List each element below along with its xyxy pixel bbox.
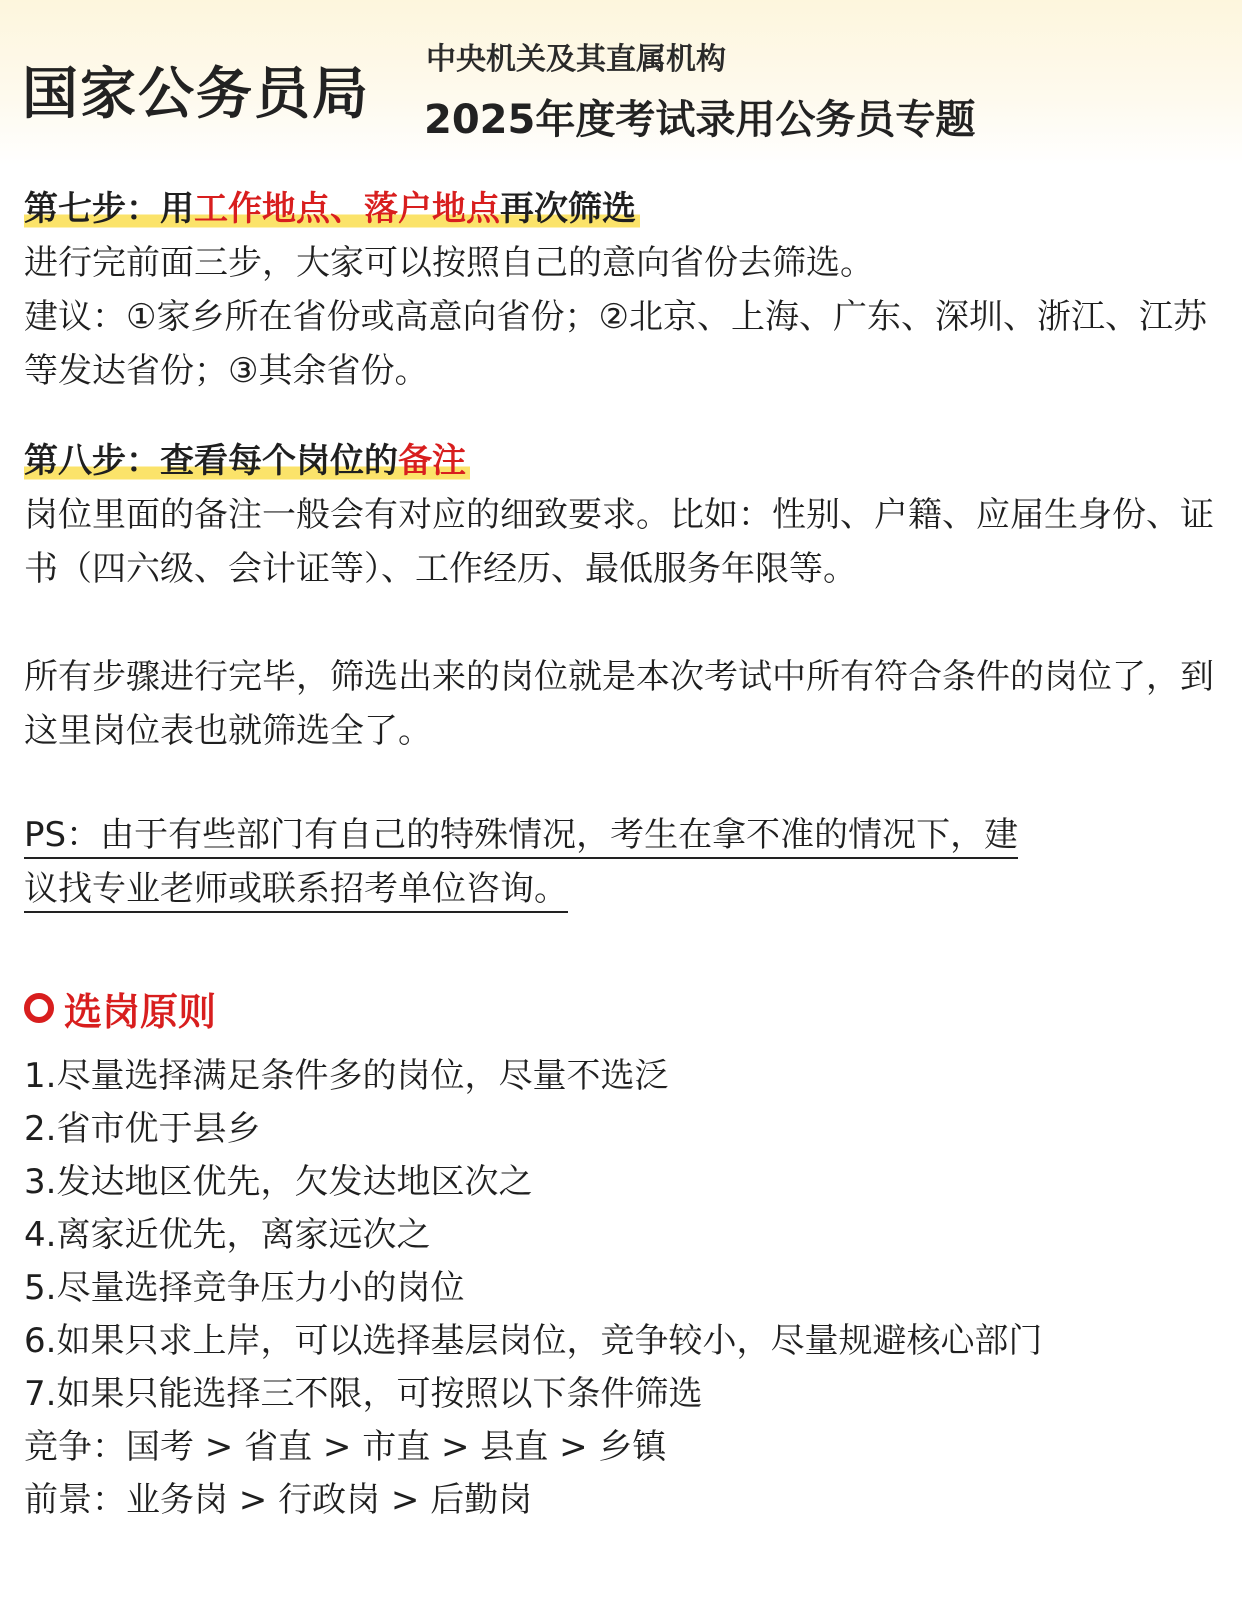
header-banner	[0, 0, 1242, 165]
header-subtitle-big: 2025年度考试录用公务员专题	[424, 97, 976, 143]
step7-line2: 建议：①家乡所在省份或高意向省份；②北京、上海、广东、深圳、浙江、江苏等发达省份；③其余省份。	[24, 297, 1207, 391]
step8-title-highlight: 备注	[398, 441, 466, 481]
list-item: 前景：业务岗 > 行政岗 > 后勤岗	[24, 1480, 533, 1520]
step7-title: 第七步：用工作地点、落户地点再次筛选	[24, 186, 640, 232]
summary-paragraph: 所有步骤进行完毕，筛选出来的岗位就是本次考试中所有符合条件的岗位了，到这里岗位表也就筛选全了。	[24, 657, 1214, 751]
list-item: 7.如果只能选择三不限，可按照以下条件筛选	[24, 1374, 703, 1414]
step7-title-highlight: 工作地点、落户地点	[194, 189, 500, 229]
list-item: 2.省市优于县乡	[24, 1109, 261, 1149]
ps-note	[24, 808, 1220, 916]
list-item: 竞争：国考 > 省直 > 市直 > 县直 > 乡镇	[24, 1427, 667, 1467]
principles-heading	[24, 980, 1220, 1036]
list-item: 4.离家近优先，离家远次之	[24, 1215, 431, 1255]
principles-title: 选岗原则	[64, 989, 217, 1034]
ps-line1: PS：由于有些部门有自己的特殊情况，考生在拿不准的情况下，建	[24, 815, 1018, 859]
list-item: 1.尽量选择满足条件多的岗位，尽量不选泛	[24, 1056, 669, 1096]
article-body	[24, 186, 1220, 1527]
list-item: 6.如果只求上岸，可以选择基层岗位，竞争较小，尽量规避核心部门	[24, 1321, 1043, 1361]
principles-list	[24, 1050, 1220, 1527]
org-name: 国家公务员局	[22, 62, 370, 127]
circle-icon	[24, 993, 54, 1023]
list-item: 3.发达地区优先，欠发达地区次之	[24, 1162, 533, 1202]
ps-line2: 议找专业老师或联系招考单位咨询。	[24, 869, 568, 913]
step8-title: 第八步：查看每个岗位的备注	[24, 438, 470, 484]
header-subtitle-small: 中央机关及其直属机构	[426, 42, 726, 77]
step7-line1: 进行完前面三步，大家可以按照自己的意向省份去筛选。	[24, 243, 874, 283]
step8-body: 岗位里面的备注一般会有对应的细致要求。比如：性别、户籍、应届生身份、证书（四六级、会计证等）、工作经历、最低服务年限等。	[24, 495, 1214, 589]
list-item: 5.尽量选择竞争压力小的岗位	[24, 1268, 465, 1308]
